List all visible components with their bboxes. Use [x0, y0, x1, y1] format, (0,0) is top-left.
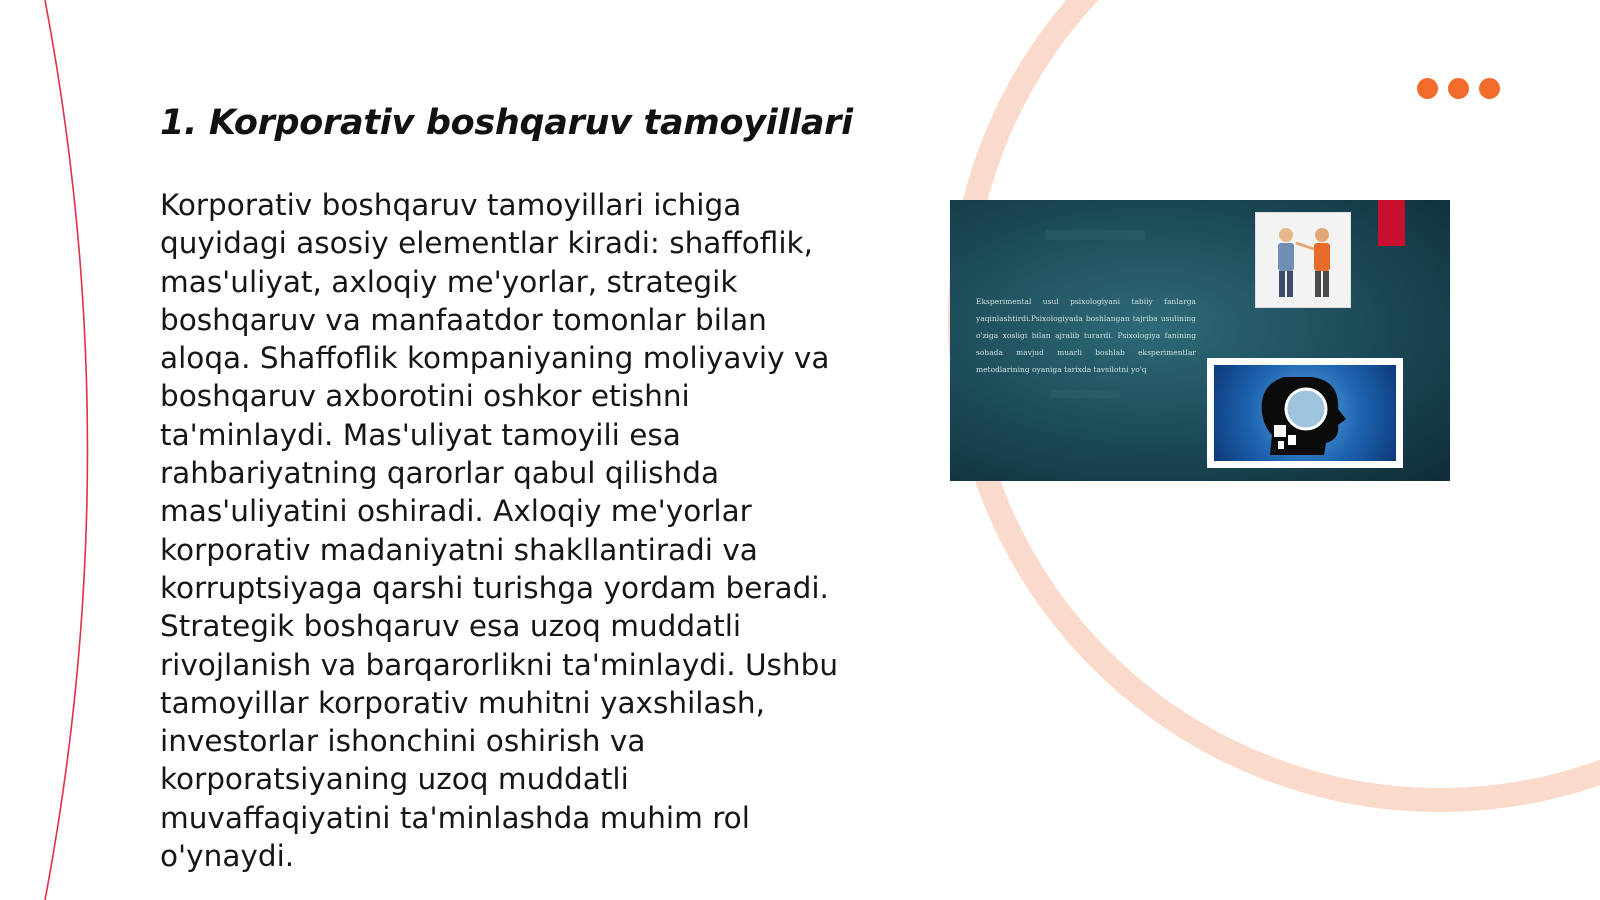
- dot: [1479, 78, 1500, 99]
- embedded-slide-image: [950, 200, 1450, 481]
- slide-body-text: Korporativ boshqaruv tamoyillari ichiga quyidagi asosiy elementlar kiradi: shaffoflik, mas'uliyat, axloqiy me'yorlar, strategik boshqaruv va manfaatdor tomonlar bilan aloqa. Shaffoflik kompaniyaning moliyaviy va boshqaruv axborotini oshkor etishni ta'minlaydi. Mas'uliyat tamoyili esa rahbariyatning qarorlar qabul qilishda mas'uliyatini oshiradi. Axloqiy me'yorlar korporativ madaniyatni shakllantiradi va korruptsiyaga qarshi turishga yordam beradi. Strategik boshqaruv esa uzoq muddatli rivojlanish va barqarorlikni ta'minlaydi. Ushbu tamoyillar korporativ muhitni yaxshilash, investorlar ishonchini oshirish va korporatsiyaning uzoq muddatli muvaffaqiyatini ta'minlashda muhim rol o'ynaydi.: [160, 188, 839, 874]
- slide-title: 1. Korporativ boshqaruv tamoyillari: [160, 103, 853, 143]
- faded-caption: [1050, 390, 1120, 398]
- head-profile-photo: [1207, 358, 1403, 468]
- embedded-slide-text: Eksperimental usul psixologiyani tabiiy fanlarga yaqinlashtirdi.Psixologiyada boshlangan tajriba usulining o'ziga xosligi bilan ajralib turardi. Psixologiya fanining sohada mavjud muarli boshlab eksperimentlar metodlarining oyaniga tarixda tavsilotni yo'q: [976, 297, 1196, 374]
- dot: [1417, 78, 1438, 99]
- left-accent-line: [45, 0, 88, 900]
- faded-heading: [1045, 230, 1145, 240]
- dot: [1448, 78, 1469, 99]
- people-argument-photo: [1255, 212, 1351, 308]
- red-tab-decoration: [1378, 200, 1405, 246]
- menu-dots-icon: [1417, 78, 1500, 99]
